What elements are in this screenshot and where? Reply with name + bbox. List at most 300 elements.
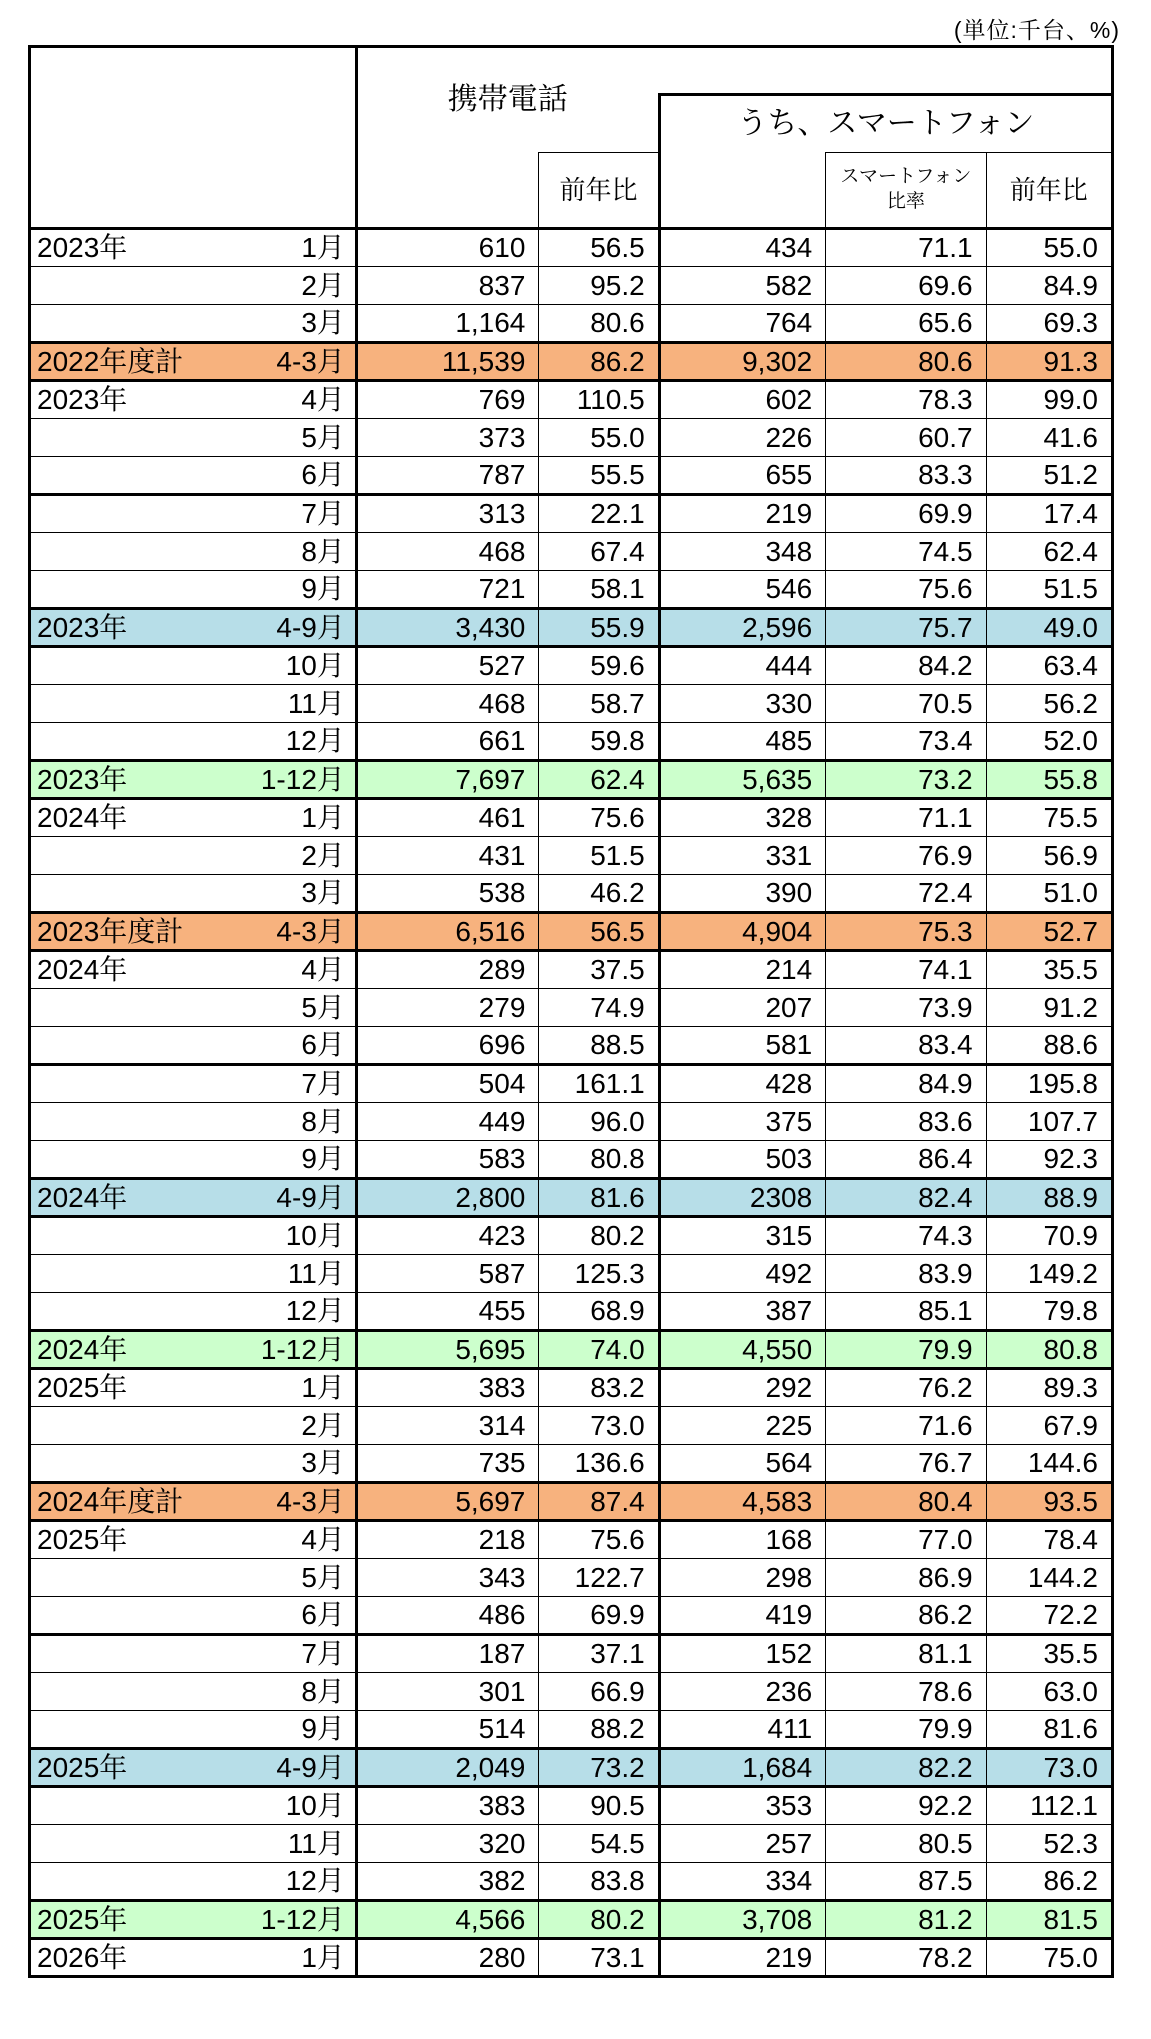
period-label: 2月 [301,1409,345,1441]
table-row [30,1597,1113,1635]
cell-smartphone-ratio: 78.6 [826,1673,986,1711]
period-wrap [31,1903,355,1935]
period-wrap [31,1105,355,1137]
period-label: 1-12月 [260,1333,345,1365]
cell-smartphone-shipments: 546 [659,571,825,609]
cell-smartphone-ratio: 84.9 [826,1065,986,1103]
cell-smartphone-yoy: 80.8 [986,1331,1112,1369]
cell-smartphone-shipments: 2308 [659,1179,825,1217]
cell-mobile-shipments: 383 [356,1369,539,1407]
cell-smartphone-ratio: 80.5 [826,1825,986,1863]
cell-period [30,457,357,495]
cell-mobile-shipments: 527 [356,647,539,685]
table-row [30,989,1113,1027]
year-label: 2025年 [37,1524,128,1555]
cell-mobile-yoy: 55.5 [539,457,659,495]
cell-period [30,837,357,875]
cell-smartphone-yoy: 70.9 [986,1217,1112,1255]
cell-mobile-shipments: 468 [356,533,539,571]
period-wrap [31,345,355,377]
period-wrap [31,687,355,719]
cell-mobile-yoy: 83.2 [539,1369,659,1407]
cell-smartphone-yoy: 79.8 [986,1293,1112,1331]
cell-smartphone-yoy: 49.0 [986,609,1112,647]
cell-smartphone-yoy: 67.9 [986,1407,1112,1445]
cell-smartphone-yoy: 51.0 [986,875,1112,913]
cell-smartphone-yoy: 63.4 [986,647,1112,685]
cell-mobile-shipments: 6,516 [356,913,539,951]
cell-period [30,1331,357,1369]
cell-mobile-shipments: 343 [356,1559,539,1597]
cell-smartphone-ratio: 80.6 [826,343,986,381]
cell-mobile-shipments: 538 [356,875,539,913]
cell-smartphone-yoy: 81.5 [986,1901,1112,1939]
period-label: 9月 [301,1713,345,1744]
header-blank-mobile [356,153,539,229]
period-label: 5月 [301,1561,345,1593]
cell-mobile-yoy: 56.5 [539,229,659,267]
cell-mobile-yoy: 161.1 [539,1065,659,1103]
cell-mobile-yoy: 59.6 [539,647,659,685]
cell-smartphone-ratio: 74.5 [826,533,986,571]
corner-cell [30,47,357,229]
header-mobile-yoy: 前年比 [539,153,659,229]
period-label: 7月 [301,1068,345,1099]
cell-period [30,1711,357,1749]
cell-smartphone-shipments: 492 [659,1255,825,1293]
table-row [30,343,1113,381]
cell-mobile-yoy: 68.9 [539,1293,659,1331]
period-wrap [31,1561,355,1593]
period-wrap [31,421,355,453]
cell-mobile-yoy: 62.4 [539,761,659,799]
cell-mobile-yoy: 110.5 [539,381,659,419]
header-spacer [659,47,1112,95]
shipments-table [28,45,1114,1978]
period-wrap [31,956,355,984]
cell-smartphone-shipments: 428 [659,1065,825,1103]
cell-mobile-shipments: 583 [356,1141,539,1179]
year-label: 2025年 [37,1751,128,1783]
cell-mobile-yoy: 81.6 [539,1179,659,1217]
period-label: 4-3月 [276,1485,345,1517]
cell-smartphone-ratio: 83.3 [826,457,986,495]
table-row [30,1027,1113,1065]
period-label: 8月 [301,1105,345,1137]
cell-period [30,647,357,685]
cell-period [30,1673,357,1711]
period-label: 4-9月 [276,1751,345,1783]
cell-mobile-shipments: 301 [356,1673,539,1711]
table-row [30,1673,1113,1711]
period-wrap [31,575,355,603]
table-row [30,913,1113,951]
period-label: 5月 [301,991,345,1023]
cell-mobile-yoy: 73.0 [539,1407,659,1445]
cell-mobile-shipments: 313 [356,495,539,533]
period-label: 1-12月 [260,1903,345,1935]
cell-smartphone-shipments: 4,904 [659,913,825,951]
cell-mobile-shipments: 289 [356,951,539,989]
cell-mobile-shipments: 449 [356,1103,539,1141]
cell-smartphone-shipments: 4,550 [659,1331,825,1369]
period-wrap [31,386,355,414]
period-wrap [31,1867,355,1895]
cell-mobile-shipments: 468 [356,685,539,723]
cell-mobile-shipments: 2,800 [356,1179,539,1217]
period-wrap [31,1374,355,1402]
table-row [30,1521,1113,1559]
cell-mobile-shipments: 837 [356,267,539,305]
cell-smartphone-shipments: 328 [659,799,825,837]
cell-smartphone-ratio: 74.1 [826,951,986,989]
cell-smartphone-yoy: 88.9 [986,1179,1112,1217]
table-row [30,1369,1113,1407]
year-label: 2024年 [37,1333,128,1365]
cell-smartphone-ratio: 84.2 [826,647,986,685]
cell-smartphone-ratio: 76.7 [826,1445,986,1483]
cell-mobile-shipments: 696 [356,1027,539,1065]
cell-smartphone-shipments: 236 [659,1673,825,1711]
cell-mobile-yoy: 87.4 [539,1483,659,1521]
cell-mobile-shipments: 314 [356,1407,539,1445]
cell-mobile-shipments: 218 [356,1521,539,1559]
smartphone-group-header: うち、スマートフォン [659,95,1112,153]
cell-smartphone-shipments: 330 [659,685,825,723]
cell-smartphone-ratio: 92.2 [826,1787,986,1825]
cell-mobile-yoy: 96.0 [539,1103,659,1141]
period-wrap [31,1449,355,1477]
cell-mobile-yoy: 88.2 [539,1711,659,1749]
cell-smartphone-ratio: 79.9 [826,1711,986,1749]
cell-mobile-yoy: 58.1 [539,571,659,609]
period-label: 1月 [301,1372,345,1403]
period-label: 4月 [301,1524,345,1555]
cell-smartphone-shipments: 602 [659,381,825,419]
cell-mobile-yoy: 55.9 [539,609,659,647]
cell-smartphone-ratio: 75.7 [826,609,986,647]
cell-mobile-shipments: 423 [356,1217,539,1255]
period-wrap [31,804,355,832]
cell-period [30,1635,357,1673]
cell-smartphone-ratio: 69.9 [826,495,986,533]
cell-smartphone-shipments: 485 [659,723,825,761]
cell-smartphone-shipments: 225 [659,1407,825,1445]
cell-smartphone-ratio: 86.4 [826,1141,986,1179]
cell-smartphone-ratio: 69.6 [826,267,986,305]
cell-mobile-yoy: 51.5 [539,837,659,875]
cell-smartphone-yoy: 52.3 [986,1825,1112,1863]
cell-smartphone-shipments: 3,708 [659,1901,825,1939]
cell-mobile-shipments: 787 [356,457,539,495]
cell-smartphone-ratio: 71.1 [826,229,986,267]
cell-smartphone-yoy: 112.1 [986,1787,1112,1825]
cell-period [30,571,357,609]
cell-mobile-shipments: 279 [356,989,539,1027]
year-label: 2024年 [37,1181,128,1213]
cell-smartphone-yoy: 41.6 [986,419,1112,457]
cell-smartphone-yoy: 84.9 [986,267,1112,305]
cell-smartphone-yoy: 75.5 [986,799,1112,837]
cell-smartphone-ratio: 74.3 [826,1217,986,1255]
year-label: 2024年度計 [37,1485,184,1517]
cell-mobile-shipments: 383 [356,1787,539,1825]
cell-period [30,495,357,533]
period-wrap [31,1181,355,1213]
cell-smartphone-yoy: 69.3 [986,305,1112,343]
period-wrap [31,1333,355,1365]
cell-smartphone-ratio: 85.1 [826,1293,986,1331]
table-row [30,1939,1113,1977]
period-wrap [31,1675,355,1707]
cell-period [30,1787,357,1825]
cell-period [30,609,357,647]
period-wrap [31,1715,355,1743]
cell-smartphone-yoy: 72.2 [986,1597,1112,1635]
cell-smartphone-shipments: 331 [659,837,825,875]
period-wrap [31,611,355,643]
cell-smartphone-yoy: 55.0 [986,229,1112,267]
year-label: 2023年 [37,384,128,415]
period-wrap [31,1031,355,1059]
cell-smartphone-ratio: 78.2 [826,1939,986,1977]
cell-mobile-shipments: 721 [356,571,539,609]
table-row [30,609,1113,647]
cell-smartphone-ratio: 75.6 [826,571,986,609]
cell-mobile-yoy: 69.9 [539,1597,659,1635]
cell-smartphone-yoy: 88.6 [986,1027,1112,1065]
period-wrap [31,727,355,755]
table-row [30,1635,1113,1673]
cell-smartphone-ratio: 75.3 [826,913,986,951]
cell-mobile-yoy: 80.8 [539,1141,659,1179]
cell-mobile-yoy: 86.2 [539,343,659,381]
table-row [30,1825,1113,1863]
cell-smartphone-yoy: 91.2 [986,989,1112,1027]
cell-smartphone-yoy: 99.0 [986,381,1112,419]
year-label: 2023年 [37,763,128,795]
cell-smartphone-ratio: 76.2 [826,1369,986,1407]
cell-period [30,1901,357,1939]
period-label: 8月 [301,1675,345,1707]
period-label: 4月 [301,954,345,985]
period-label: 10月 [285,650,345,681]
cell-smartphone-yoy: 144.6 [986,1445,1112,1483]
period-wrap [31,1751,355,1783]
cell-smartphone-ratio: 73.4 [826,723,986,761]
cell-smartphone-ratio: 87.5 [826,1863,986,1901]
cell-period [30,1939,357,1977]
cell-smartphone-shipments: 655 [659,457,825,495]
cell-mobile-yoy: 74.0 [539,1331,659,1369]
period-label: 4-3月 [276,915,345,947]
period-label: 11月 [287,1257,345,1289]
cell-mobile-shipments: 504 [356,1065,539,1103]
period-wrap [31,1827,355,1859]
table-row [30,723,1113,761]
cell-smartphone-shipments: 152 [659,1635,825,1673]
table-row [30,1217,1113,1255]
period-wrap [31,1792,355,1820]
period-label: 2月 [301,839,345,871]
cell-smartphone-ratio: 81.1 [826,1635,986,1673]
cell-period [30,875,357,913]
cell-period [30,1749,357,1787]
cell-mobile-yoy: 122.7 [539,1559,659,1597]
cell-period [30,989,357,1027]
cell-smartphone-ratio: 60.7 [826,419,986,457]
cell-period [30,267,357,305]
period-wrap [31,309,355,337]
period-label: 10月 [285,1220,345,1251]
cell-smartphone-shipments: 375 [659,1103,825,1141]
cell-smartphone-yoy: 92.3 [986,1141,1112,1179]
cell-period [30,1825,357,1863]
cell-mobile-yoy: 88.5 [539,1027,659,1065]
cell-period [30,685,357,723]
cell-mobile-yoy: 95.2 [539,267,659,305]
cell-mobile-shipments: 1,164 [356,305,539,343]
table-row [30,533,1113,571]
cell-mobile-yoy: 56.5 [539,913,659,951]
cell-smartphone-shipments: 411 [659,1711,825,1749]
period-label: 1-12月 [260,763,345,795]
table-row [30,1141,1113,1179]
cell-smartphone-shipments: 9,302 [659,343,825,381]
period-wrap [31,1409,355,1441]
cell-smartphone-shipments: 226 [659,419,825,457]
cell-smartphone-ratio: 82.4 [826,1179,986,1217]
cell-mobile-shipments: 187 [356,1635,539,1673]
cell-period [30,533,357,571]
cell-smartphone-yoy: 35.5 [986,951,1112,989]
period-label: 12月 [285,725,345,756]
cell-smartphone-shipments: 419 [659,1597,825,1635]
cell-smartphone-yoy: 52.7 [986,913,1112,951]
cell-smartphone-yoy: 51.2 [986,457,1112,495]
year-label: 2023年 [37,232,128,263]
cell-period [30,1407,357,1445]
period-label: 3月 [301,1447,345,1478]
period-wrap [31,652,355,680]
cell-period [30,799,357,837]
cell-smartphone-yoy: 56.9 [986,837,1112,875]
cell-period [30,229,357,267]
cell-period [30,1483,357,1521]
cell-smartphone-shipments: 764 [659,305,825,343]
period-wrap [31,879,355,907]
cell-mobile-shipments: 382 [356,1863,539,1901]
table-row [30,1331,1113,1369]
year-label: 2023年 [37,611,128,643]
year-label: 2024年 [37,802,128,833]
period-wrap [31,1145,355,1173]
cell-period [30,305,357,343]
mobile-group-header: 携帯電話 [356,47,659,153]
cell-smartphone-ratio: 72.4 [826,875,986,913]
period-wrap [31,269,355,301]
table-row [30,1179,1113,1217]
cell-mobile-shipments: 7,697 [356,761,539,799]
period-wrap [31,234,355,262]
cell-mobile-yoy: 37.5 [539,951,659,989]
cell-smartphone-yoy: 86.2 [986,1863,1112,1901]
period-label: 12月 [285,1865,345,1896]
period-label: 11月 [287,1827,345,1859]
table-row [30,571,1113,609]
period-label: 1月 [301,802,345,833]
table-header [30,47,1113,229]
cell-mobile-shipments: 610 [356,229,539,267]
cell-period [30,1293,357,1331]
header-blank-smartphone [659,153,825,229]
period-label: 9月 [301,573,345,604]
cell-smartphone-yoy: 149.2 [986,1255,1112,1293]
year-label: 2025年 [37,1372,128,1403]
period-wrap [31,1601,355,1629]
period-label: 3月 [301,877,345,908]
cell-smartphone-yoy: 17.4 [986,495,1112,533]
period-label: 3月 [301,307,345,338]
year-label: 2024年 [37,954,128,985]
cell-mobile-yoy: 54.5 [539,1825,659,1863]
table-row [30,875,1113,913]
period-wrap [31,1941,355,1973]
table-row [30,761,1113,799]
cell-period [30,1559,357,1597]
cell-mobile-yoy: 73.2 [539,1749,659,1787]
cell-smartphone-ratio: 81.2 [826,1901,986,1939]
cell-smartphone-shipments: 581 [659,1027,825,1065]
cell-smartphone-ratio: 65.6 [826,305,986,343]
cell-smartphone-shipments: 168 [659,1521,825,1559]
table-row [30,647,1113,685]
cell-smartphone-ratio: 77.0 [826,1521,986,1559]
table-row [30,1863,1113,1901]
period-wrap [31,500,355,528]
table-row [30,1711,1113,1749]
cell-smartphone-yoy: 93.5 [986,1483,1112,1521]
period-label: 4-9月 [276,611,345,643]
cell-smartphone-ratio: 71.1 [826,799,986,837]
table-row [30,1103,1113,1141]
cell-smartphone-ratio: 73.2 [826,761,986,799]
cell-period [30,1521,357,1559]
period-wrap [31,1485,355,1517]
cell-smartphone-shipments: 214 [659,951,825,989]
period-wrap [31,461,355,489]
year-label: 2023年度計 [37,915,184,947]
cell-mobile-yoy: 58.7 [539,685,659,723]
table-row [30,685,1113,723]
period-label: 12月 [285,1295,345,1326]
period-wrap [31,1257,355,1289]
table-row [30,1901,1113,1939]
cell-smartphone-ratio: 70.5 [826,685,986,723]
cell-mobile-yoy: 22.1 [539,495,659,533]
cell-mobile-yoy: 55.0 [539,419,659,457]
table-row [30,381,1113,419]
table-row [30,1407,1113,1445]
period-label: 7月 [301,498,345,529]
cell-mobile-shipments: 11,539 [356,343,539,381]
cell-period [30,1027,357,1065]
table-row [30,1749,1113,1787]
cell-smartphone-shipments: 387 [659,1293,825,1331]
cell-smartphone-yoy: 56.2 [986,685,1112,723]
cell-smartphone-shipments: 207 [659,989,825,1027]
period-label: 2月 [301,269,345,301]
